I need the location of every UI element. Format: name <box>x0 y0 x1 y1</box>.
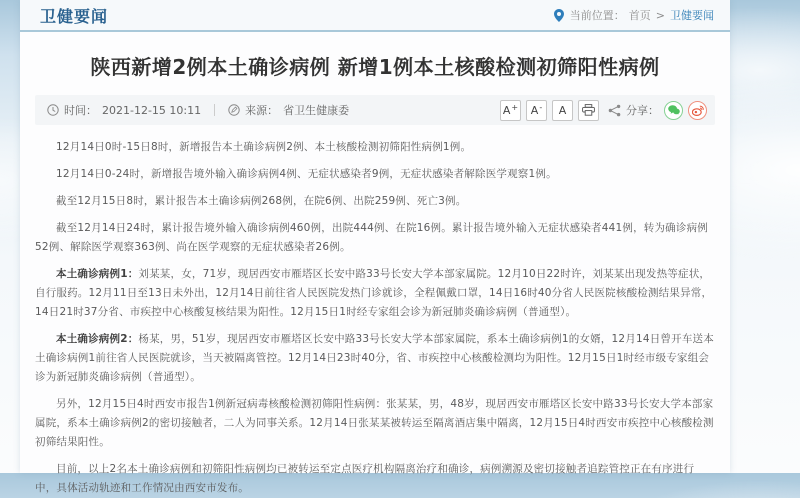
article-title: 陕西新增2例本土确诊病例 新增1例本土核酸检测初筛阳性病例 <box>90 55 660 79</box>
article-paragraph <box>35 265 715 322</box>
article-paragraph <box>35 330 715 387</box>
paragraph-text: 截至12月15日8时，累计报告本土确诊病例268例，在院6例、出院259例、死亡3例。 <box>56 195 467 207</box>
article-meta-bar <box>35 95 715 125</box>
print-button[interactable] <box>578 100 599 121</box>
font-decrease-button[interactable]: A - <box>526 100 547 121</box>
paragraph-text: 杨某，男，51岁，现居西安市雁塔区长安中路33号长安大学本部家属院，系本土确诊病例1的女婿，12月14日曾开车送本土确诊病例1前往省人民医院就诊，当天被隔离管控。12月14日23时40分，省、市疾控中心核酸检测均为阳性。12月15日1时经市级专家组会诊为新冠肺炎确诊病例（普通型）。 <box>35 333 714 383</box>
weibo-share-button[interactable] <box>688 101 707 120</box>
share-group <box>608 101 707 120</box>
article-paragraph <box>35 395 715 452</box>
breadcrumb-separator: > <box>655 8 665 22</box>
meta-info <box>47 102 349 118</box>
section-header <box>20 0 730 32</box>
source-label: 来源： <box>245 104 279 117</box>
share-label: 分享： <box>626 104 659 117</box>
paragraph-text: 12月14日0-24时，新增报告境外输入确诊病例4例、无症状感染者9例，无症状感染者解除医学观察1例。 <box>56 168 557 180</box>
article-body <box>20 125 730 498</box>
wechat-share-button[interactable] <box>664 101 683 120</box>
article-paragraph <box>35 460 715 498</box>
source-icon <box>228 104 240 116</box>
meta-divider <box>214 104 215 116</box>
paragraph-text: 另外，12月15日4时西安市报告1例新冠病毒核酸检测初筛阳性病例：张某某，男，48岁，现居西安市雁塔区长安中路33号长安大学本部家属院，系本土确诊病例2的密切接触者，二人为同事关系。12月14日张某某被转运至隔离酒店集中隔离，12月15日4时西安市疾控中心核酸检测初筛结果阳性。 <box>35 398 714 448</box>
article-paragraph <box>35 192 715 211</box>
wechat-icon <box>668 105 680 115</box>
clock-icon <box>47 104 59 116</box>
printer-icon <box>582 104 595 116</box>
article-paragraph <box>35 138 715 157</box>
content-panel <box>20 0 730 494</box>
case-label: 本土确诊病例1： <box>56 268 139 280</box>
article-paragraph <box>35 165 715 184</box>
font-increase-button[interactable]: A + <box>500 100 521 121</box>
paragraph-text: 目前，以上2名本土确诊病例和初筛阳性病例均已被转运至定点医疗机构隔离治疗和确诊，病例溯源及密切接触者追踪管控正在有序进行中，具体活动轨迹和工作情况由西安市发布。 <box>35 463 695 494</box>
font-reset-button[interactable]: A <box>552 100 573 121</box>
time-label: 时间： <box>64 104 97 117</box>
source-value: 省卫生健康委 <box>283 104 350 117</box>
article-toolbar <box>495 100 707 121</box>
breadcrumb-home-link[interactable]: 首页 <box>628 9 651 22</box>
article-paragraph <box>35 219 715 257</box>
breadcrumb-current[interactable]: 卫健要闻 <box>670 9 714 22</box>
breadcrumb-location-label: 当前位置： <box>569 9 625 22</box>
weibo-icon <box>692 105 704 116</box>
breadcrumb <box>554 7 714 23</box>
paragraph-text: 截至12月14日24时，累计报告境外输入确诊病例460例，出院444例、在院16例。累计报告境外输入无症状感染者441例，转为确诊病例52例、解除医学观察363例、尚在医学观察的无症状感染者26例。 <box>35 222 708 253</box>
case-label: 本土确诊病例2： <box>56 333 139 345</box>
share-icon[interactable] <box>608 104 621 117</box>
paragraph-text: 12月14日0时-15日8时，新增报告本土确诊病例2例、本土核酸检测初筛阳性病例1例。 <box>56 141 472 153</box>
location-pin-icon <box>554 9 564 22</box>
time-value: 2021-12-15 10:11 <box>102 103 202 117</box>
section-title: 卫健要闻 <box>40 6 109 26</box>
paragraph-text: 刘某某，女，71岁，现居西安市雁塔区长安中路33号长安大学本部家属院。12月10日22时许，刘某某出现发热等症状，自行服药。12月11日至13日未外出，12月14日前往省人民医院发热门诊就诊，全程佩戴口罩，14日16时40分省人民医院核酸检测结果异常，14日21时37分省、市疾控中心核酸复核结果为阳性。12月15日1时经专家组会诊为新冠肺炎确诊病例（普通型）。 <box>35 268 713 318</box>
